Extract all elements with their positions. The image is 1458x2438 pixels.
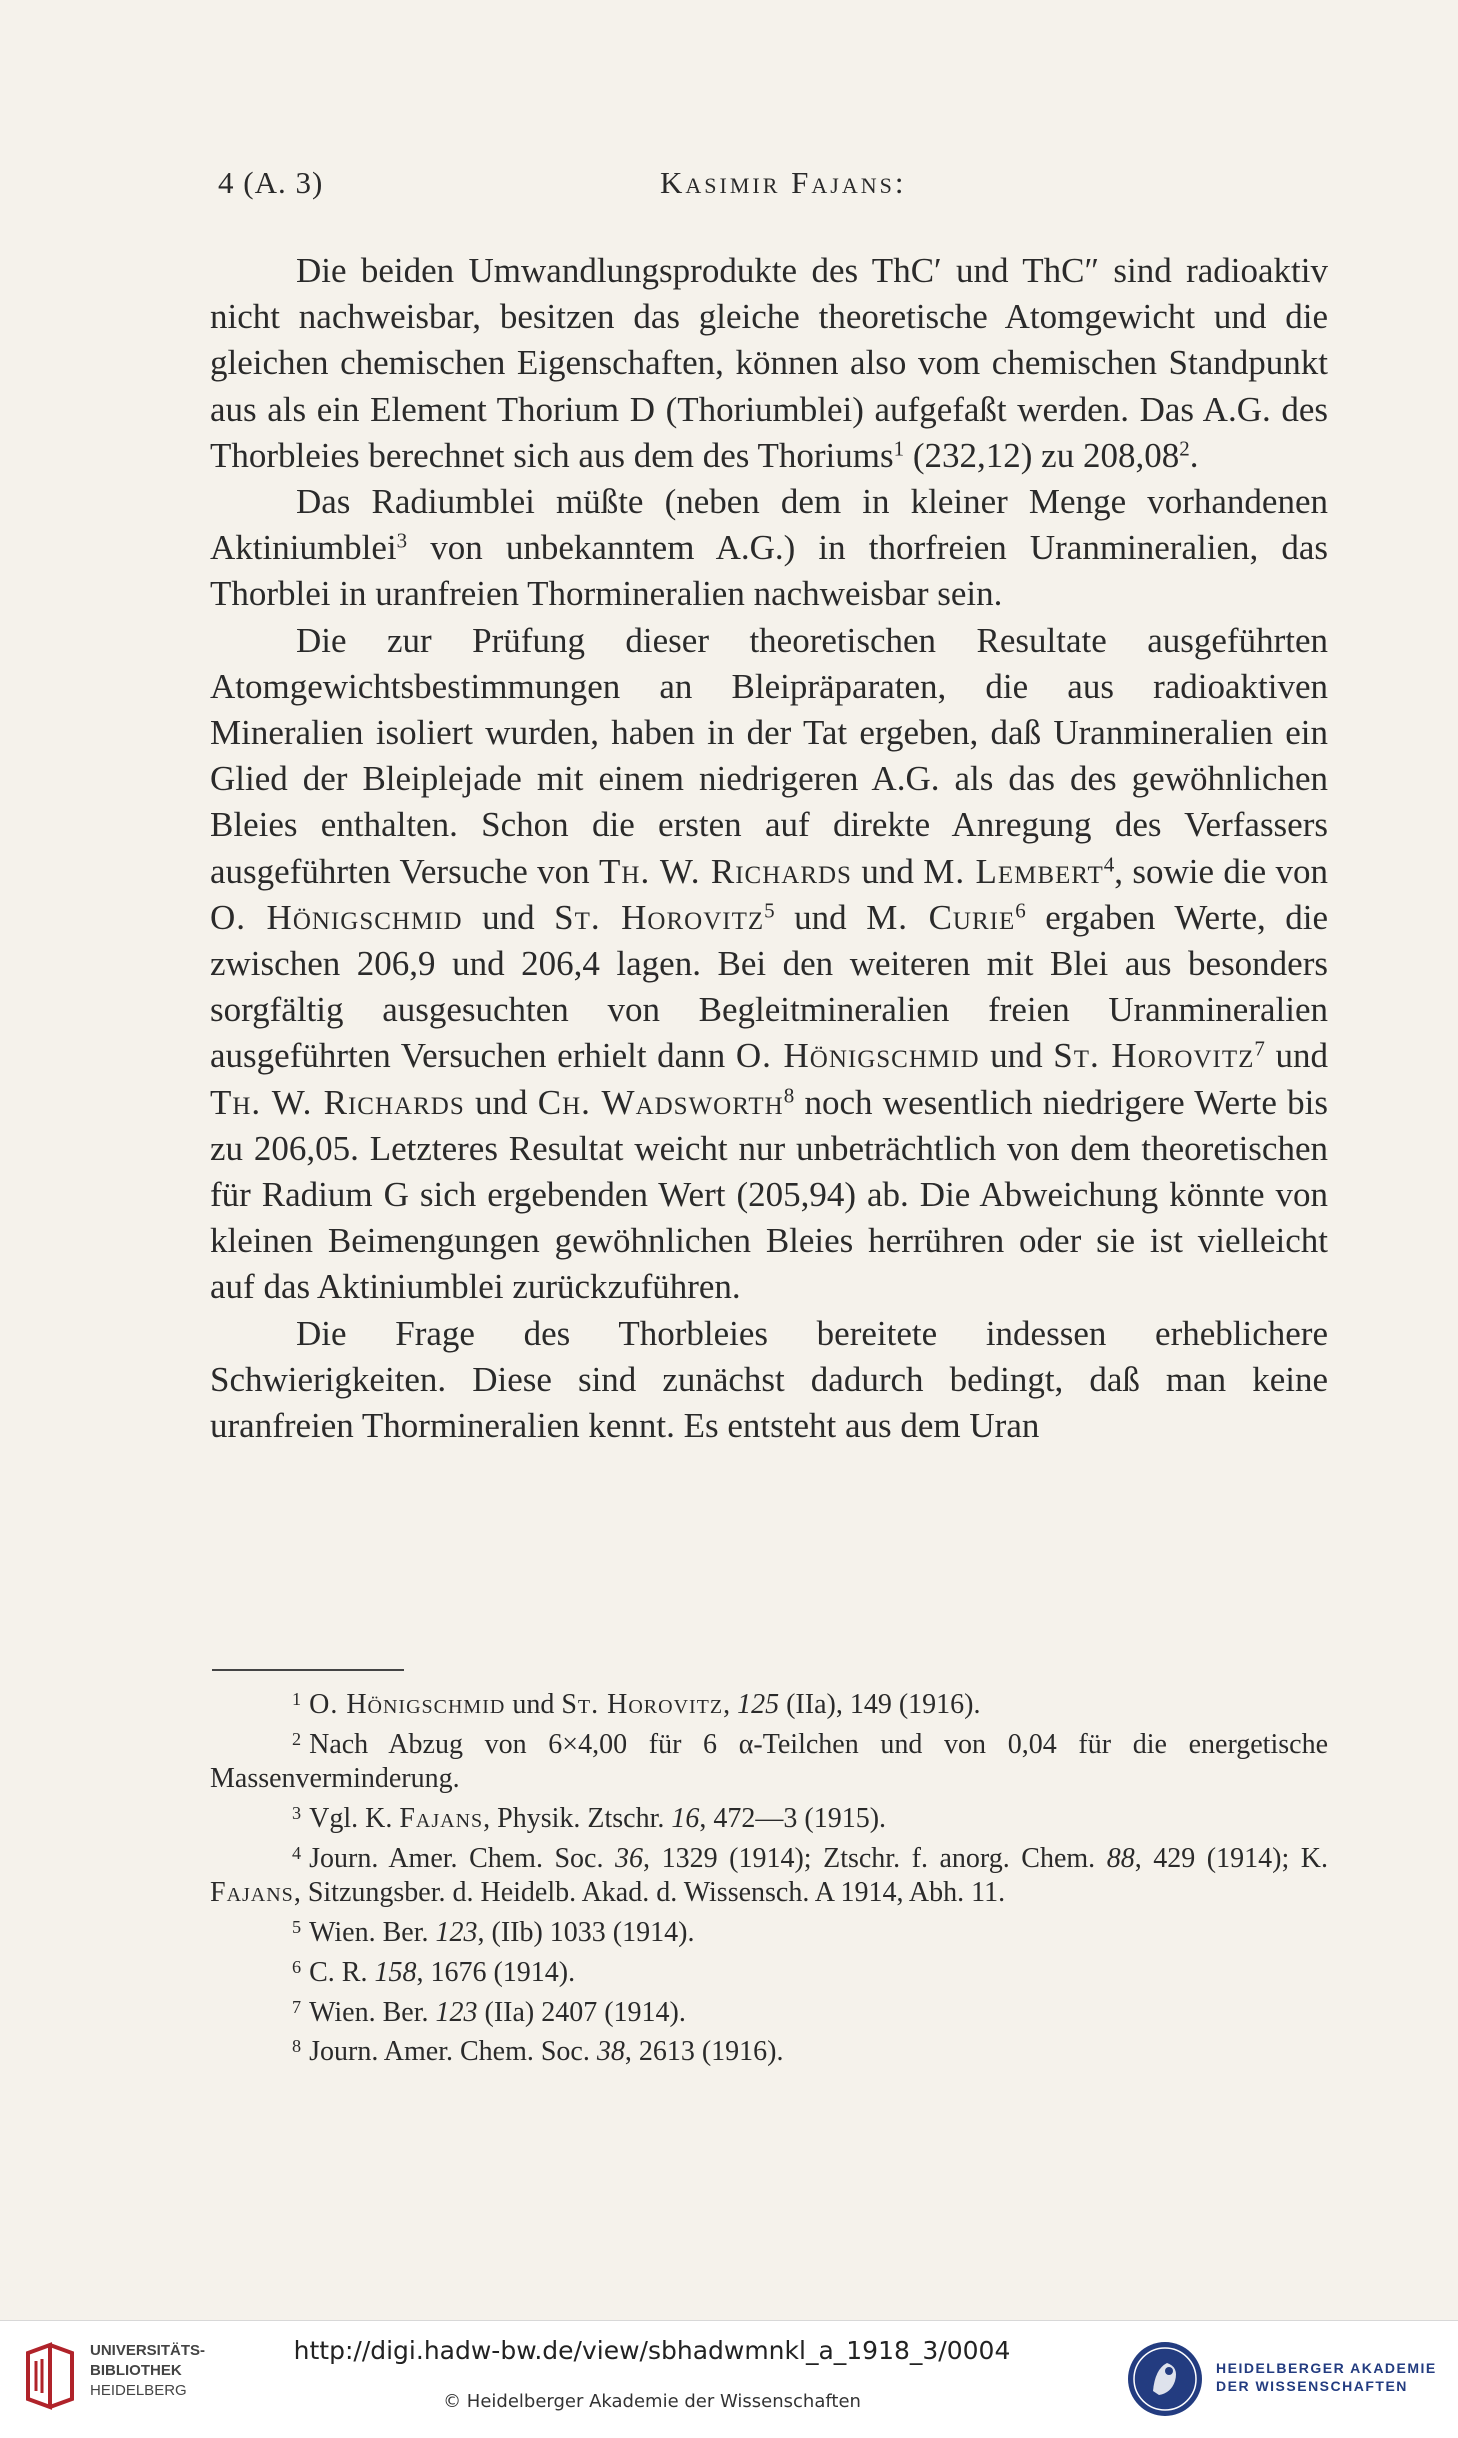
copyright-notice: © Heidelberger Akademie der Wissenschaften [443,2391,861,2412]
footnote-5: $^5$ Wien. Ber. 123, (IIb) 1033 (1914). [292,1916,695,1948]
library-logo-icon[interactable] [20,2341,80,2411]
author-name: Th. W. Richards [210,1082,465,1122]
footnote-7: $^7$ Wien. Ber. 123 (IIa) 2407 (1914). [292,1996,686,2028]
permalink-url[interactable]: http://digi.hadw-bw.de/view/sbhadwmnkl_a_1918_3/0004 [293,2336,1011,2365]
author-name: Ch. Wadsworth [537,1082,784,1122]
author-name: St. Horovitz [554,897,765,937]
viewer-footer [0,2320,1458,2438]
footnote-8: $^8$ Journ. Amer. Chem. Soc. 38, 2613 (1916). [292,2036,784,2068]
author-name: Th. W. Richards [599,851,852,891]
footnotes [210,1683,1328,2070]
running-head: Kasimir Fajans: [660,165,907,200]
author-name: O. Hönigschmid [210,897,463,937]
footnote-4: $^4$ Journ. Amer. Chem. Soc. 36, 1329 (1914); Ztschr. f. anorg. Chem. 88, 429 (1914); K. Fajans, Sitzungsber. d. Heidelb. Akad. d. Wissensch. A 1914, Abh. 11. [210,1842,1328,1908]
footnote-ref: 7 [1254,1036,1265,1061]
paragraph-2: Das Radiumblei müßte (neben dem in kleiner Menge vorhandenen Aktiniumblei$^3$ von unbekanntem A.G.) in thorfreien Uranmineralien, das Thorblei in uranfreien Thormineralien nachweisbar sein. [210,482,1328,614]
page-header [210,165,1330,205]
author-name: M. Lembert [923,851,1104,891]
footnote-ref: 8 [783,1083,795,1108]
academy-name: HEIDELBERGER AKADEMIE DER WISSENSCHAFTEN [1216,2360,1437,2394]
footnote-1: $^1$ O. Hönigschmid und St. Horovitz, 125 (IIa), 149 (1916). [292,1689,981,1721]
footnote-ref: 3 [396,528,408,553]
paragraph-4: Die Frage des Thorbleies bereitete indessen erheblichere Schwierigkeiten. Diese sind zunächst dadurch bedingt, daß man keine uranfreien Thormineralien kennt. Es entsteht aus dem Uran [210,1313,1328,1446]
paragraph-3: Die zur Prüfung dieser theoretischen Resultate ausgeführten Atomgewichtsbestimmungen an Bleipräparaten, die aus radioaktiven Mineralien isoliert wurden, haben in der Tat ergeben, daß Uranmineralien ein Glied der Bleiplejade mit einem niedrigeren A.G. als das des gewöhnlichen Bleies enthalten. Schon die ersten auf direkte Anregung des Verfassers ausgeführten Versuche von Th. W. Richards und M. Lembert$^4$, sowie die von O. Hönigschmid und St. Horovitz$^5$ und M. Curie$^6$ ergaben Werte, die zwischen 206,9 und 206,4 lagen. Bei den weiteren mit Blei aus besonders sorgfältig ausgesuchten von Begleitmineralien freien Uranmineralien ausgeführten Versuchen erhielt dann O. Hönigschmid und St. Horovitz$^7$ und Th. W. Richards und Ch. Wadsworth$^8$ noch wesentlich niedrigere Werte bis zu 206,05. Letzteres Resultat weicht nur unbeträchtlich von dem theoretischen für Radium G sich ergebenden Wert (205,94) ab. Die Abweichung könnte von kleinen Beimengungen gewöhnlichen Bleies herrühren oder sie ist vielleicht auf das Aktiniumblei zurückzuführen. [210,620,1329,1307]
footnote-ref: 1 [893,436,905,461]
author-name: M. Curie [866,897,1016,937]
page-number: 4 (A. 3) [218,165,324,200]
paragraph-1: Die beiden Umwandlungsprodukte des ThC′ und ThC″ sind radioaktiv nicht nachweisbar, besitzen das gleiche theoretische Atomgewicht und die gleichen chemischen Eigenschaften, können also vom chemischen Standpunkt aus als ein Element Thorium D (Thoriumblei) aufgefaßt werden. Das A.G. des Thorbleies berechnet sich aus dem des Thoriums$^1$ (232,12) zu 208,08$^2$. [210,251,1328,475]
body-text [210,248,1328,1449]
academy-seal-icon[interactable] [1125,2339,1205,2419]
footnote-ref: 2 [1179,436,1190,461]
author-name: O. Hönigschmid [735,1036,980,1076]
footnote-divider [212,1669,404,1671]
library-name: UNIVERSITÄTS- BIBLIOTHEK HEIDELBERG [90,2342,206,2399]
author-name: St. Horovitz [1053,1036,1255,1076]
footnote-3: $^3$ Vgl. K. Fajans, Physik. Ztschr. 16, 472—3 (1915). [292,1802,887,1834]
footnote-ref: 5 [764,898,775,923]
footnote-6: $^6$ C. R. 158, 1676 (1914). [292,1956,576,1988]
footnote-ref: 4 [1103,852,1115,877]
footnote-2: $^2$ Nach Abzug von 6×4,00 für 6 α-Teilchen und von 0,04 für die energetische Massenverminderung. [210,1728,1328,1794]
footnote-ref: 6 [1015,898,1026,923]
